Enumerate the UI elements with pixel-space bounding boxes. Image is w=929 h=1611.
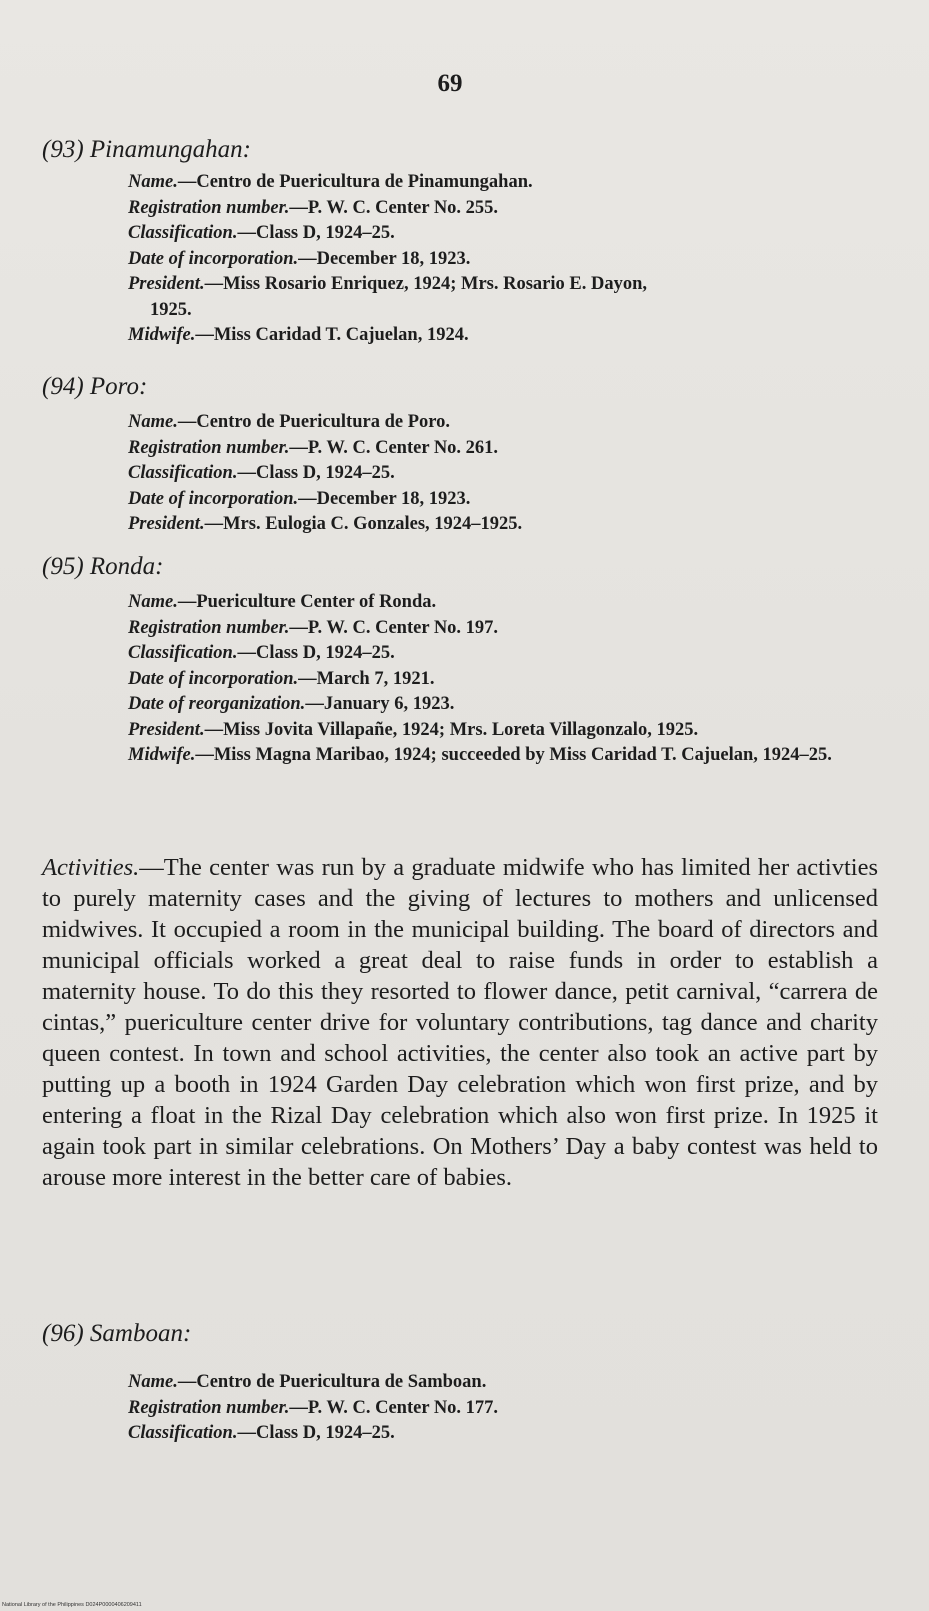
field-president (128, 718, 878, 744)
entry-place: Samboan: (89, 1320, 192, 1347)
field-value: —Puericulture Center of Ronda. (177, 592, 437, 612)
entry-place: Poro: (89, 373, 148, 400)
field-registration (128, 1396, 878, 1422)
field-label: Registration number. (128, 1397, 290, 1418)
field-value: —Miss Rosario Enriquez, 1924; Mrs. Rosario E. Dayon, (204, 274, 648, 294)
entry-number: (95) (42, 553, 84, 580)
field-value: —Centro de Puericultura de Samboan. (177, 1372, 487, 1392)
field-label: Date of incorporation. (128, 668, 299, 689)
entry-fields-pinamungahan (128, 170, 878, 349)
entry-place: Ronda: (89, 553, 164, 580)
entry-heading-ronda (42, 553, 164, 581)
field-midwife (128, 323, 878, 349)
field-label: Classification. (128, 643, 238, 663)
field-president (128, 512, 878, 538)
field-value: —P. W. C. Center No. 177. (289, 1397, 499, 1418)
field-classification (128, 461, 878, 487)
field-reorganization (128, 692, 878, 718)
field-label: Name. (128, 1372, 178, 1392)
field-value: —Class D, 1924–25. (237, 1423, 395, 1443)
field-value: —Class D, 1924–25. (237, 643, 395, 663)
field-label: Date of incorporation. (128, 488, 299, 509)
entry-number: (96) (42, 1320, 84, 1347)
field-label: Midwife. (128, 745, 196, 765)
field-midwife (128, 743, 878, 769)
scan-footer: National Library of the Philippines D024P0000406209411 (2, 1602, 142, 1608)
field-value: —Class D, 1924–25. (237, 223, 395, 243)
entry-heading-pinamungahan (42, 136, 251, 164)
field-name (128, 1370, 878, 1396)
field-label: Registration number. (128, 617, 290, 638)
activities-lead: Activities. (42, 854, 140, 881)
field-value: —December 18, 1923. (298, 488, 471, 509)
entry-heading-poro (42, 373, 147, 401)
field-value: —Miss Caridad T. Cajuelan, 1924. (195, 325, 469, 345)
field-label: Classification. (128, 223, 238, 243)
field-incorporation (128, 247, 878, 273)
field-incorporation (128, 667, 878, 693)
entry-fields-ronda (128, 590, 878, 769)
page-number: 69 (437, 70, 463, 97)
field-value: —March 7, 1921. (298, 668, 435, 689)
field-label: President. (128, 514, 205, 534)
entry-place: Pinamungahan: (89, 136, 252, 163)
field-label: President. (128, 274, 205, 294)
entry-heading-samboan (42, 1320, 191, 1348)
field-registration (128, 196, 878, 222)
field-label: Name. (128, 412, 178, 432)
field-value: —Centro de Puericultura de Pinamungahan. (177, 172, 533, 192)
field-value: —Class D, 1924–25. (237, 463, 395, 483)
field-value: —Miss Jovita Villapañe, 1924; Mrs. Loreta Villagonzalo, 1925. (204, 719, 699, 740)
field-value: —P. W. C. Center No. 255. (289, 197, 499, 218)
field-name (128, 170, 878, 196)
field-value: —Mrs. Eulogia C. Gonzales, 1924–1925. (204, 514, 523, 534)
field-label: Classification. (128, 1423, 238, 1443)
field-classification (128, 1421, 878, 1447)
field-label: Registration number. (128, 197, 290, 218)
field-value: —January 6, 1923. (305, 694, 455, 714)
field-label: President. (128, 719, 205, 740)
activities-paragraph (42, 852, 878, 1193)
field-label: Name. (128, 592, 178, 612)
field-president (128, 272, 878, 323)
field-value: —Centro de Puericultura de Poro. (177, 412, 450, 432)
entry-fields-samboan (128, 1370, 878, 1447)
field-value: —P. W. C. Center No. 261. (289, 437, 499, 458)
field-registration (128, 616, 878, 642)
field-label: Classification. (128, 463, 238, 483)
field-value-continued: 1925. (150, 299, 192, 320)
field-incorporation (128, 487, 878, 513)
field-name (128, 410, 878, 436)
field-label: Date of incorporation. (128, 248, 299, 269)
field-name (128, 590, 878, 616)
entry-number: (93) (42, 136, 84, 163)
entry-number: (94) (42, 373, 84, 400)
field-classification (128, 221, 878, 247)
field-registration (128, 436, 878, 462)
field-classification (128, 641, 878, 667)
field-value: —Miss Magna Maribao, 1924; succeeded by Miss Caridad T. Cajuelan, 1924–25. (195, 745, 832, 765)
field-label: Midwife. (128, 325, 196, 345)
field-value: —P. W. C. Center No. 197. (289, 617, 499, 638)
activities-text: —The center was run by a graduate midwife who has limited her activties to purely maternity cases and the giving of lectures to mothers and unlicensed midwives. It occupied a room in the municipal building. The board of directors and municipal officials worked a great deal to raise funds in order to establish a maternity house. To do this they resorted to flower dance, petit carnival, “carrera de cintas,” puericulture center drive for voluntary contributions, tag dance and charity queen contest. In town and school activities, the center also took an active part by putting up a booth in 1924 Garden Day celebration which won first prize, and by entering a float in the Rizal Day celebration which also won first prize. In 1925 it again took part in similar celebrations. On Mothers’ Day a baby contest was held to arouse more interest in the better care of babies. (42, 854, 878, 1191)
entry-fields-poro (128, 410, 878, 538)
field-label: Date of reorganization. (128, 694, 306, 714)
field-label: Registration number. (128, 437, 290, 458)
field-label: Name. (128, 172, 178, 192)
field-value: —December 18, 1923. (298, 248, 471, 269)
